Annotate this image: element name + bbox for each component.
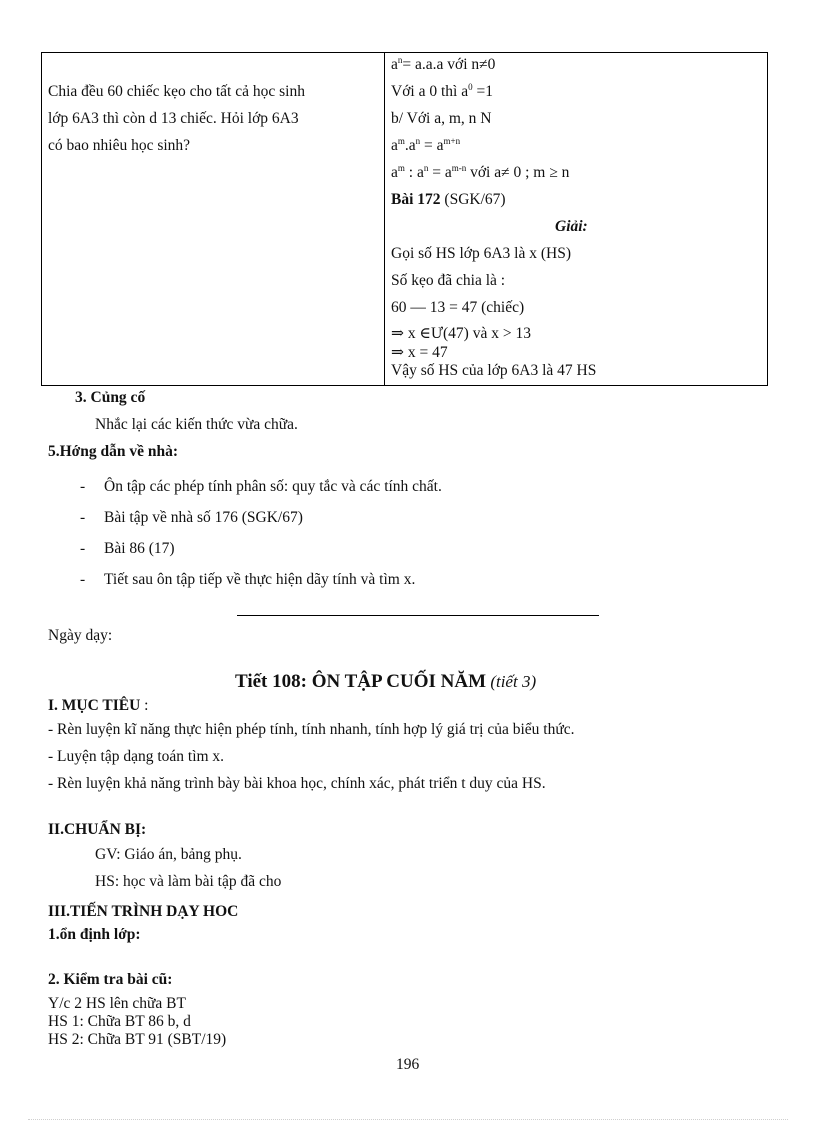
problem-line-2: lớp 6A3 thì còn d 13 chiếc. Hỏi lớp 6A3 [48, 110, 299, 127]
review-line: HS 1: Chữa BT 86 b, d [48, 1013, 191, 1030]
power-definition: $a^n= a.a.a$ với n≠0 [391, 55, 496, 73]
solution-conclusion: Vậy số HS của lớp 6A3 là 47 HS [391, 362, 597, 379]
homework-item: Tiết sau ôn tập tiếp về thực hiện dãy tính và tìm x. [104, 571, 416, 588]
quotient-rule: $a^m$ : $a^n = a^{m-n}$ với a≠ 0 ; m ≥ n [391, 163, 570, 181]
homework-item: Bài 86 (17) [104, 540, 175, 557]
teaching-date: Ngày dạy: [48, 627, 113, 644]
homework-bullet: - [80, 509, 86, 526]
problem-line-3: có bao nhiêu học sinh? [48, 137, 191, 154]
condition-line: b/ Với a, m, n N [391, 110, 492, 127]
review-line: HS 2: Chữa BT 91 (SBT/19) [48, 1031, 227, 1048]
cung-co-text: Nhắc lại các kiến thức vừa chữa. [95, 416, 298, 433]
exercise-title: Bài 172 (SGK/67) [391, 191, 506, 208]
page-number: 196 [396, 1056, 420, 1073]
objectives-heading: I. MỤC TIÊU : [48, 697, 149, 714]
homework-bullet: - [80, 478, 86, 495]
preparation-heading: II.CHUẨN BỊ: [48, 821, 147, 838]
homework-bullet: - [80, 571, 86, 588]
process-heading: III.TIẾN TRÌNH DẠY HOC [48, 903, 239, 920]
homework-heading: 5.Hớng dẫn về nhà: [48, 443, 179, 460]
review-heading: 2. Kiểm tra bài cũ: [48, 971, 173, 988]
objective-item: - Rèn luyện khả năng trình bày bài khoa học, chính xác, phát triển t duy của HS. [48, 775, 546, 792]
power-zero-rule: Với a 0 thì $a^0 =1$ [391, 82, 493, 100]
footer-border [28, 1119, 788, 1120]
solution-line-2: Số kẹo đã chia là : [391, 272, 506, 289]
table-column-divider [384, 52, 385, 386]
homework-item: Ôn tập các phép tính phân số: quy tắc và các tính chất. [104, 478, 442, 495]
solution-label: Giải: [555, 218, 588, 235]
problem-line-1: Chia đều 60 chiếc kẹo cho tất cả học sinh [48, 83, 305, 100]
review-line: Y/c 2 HS lên chữa BT [48, 995, 186, 1012]
preparation-student: HS: học và làm bài tập đã cho [95, 873, 282, 890]
cung-co-heading: 3. Củng cố [75, 389, 146, 406]
lesson-title: Tiết 108: ÔN TẬP CUỐI NĂM (tiết 3) [235, 671, 537, 692]
objective-item: - Luyện tập dạng toán tìm x. [48, 748, 225, 765]
homework-item: Bài tập về nhà số 176 (SGK/67) [104, 509, 303, 526]
homework-bullet: - [80, 540, 86, 557]
process-subheading: 1.ổn định lớp: [48, 926, 141, 943]
section-separator [237, 615, 599, 616]
solution-line-5: ⇒ x = 47 [391, 344, 448, 361]
solution-line-3: 60 — 13 = 47 (chiếc) [391, 299, 525, 316]
objective-item: - Rèn luyện kĩ năng thực hiện phép tính, tính nhanh, tính hợp lý giá trị của biểu thức. [48, 721, 575, 738]
solution-line-4: ⇒ x ∈Ư(47) và x > 13 [391, 325, 531, 342]
product-rule: $a^m.a^n = a^{m+n}$ [391, 136, 461, 154]
preparation-teacher: GV: Giáo án, bảng phụ. [95, 846, 242, 863]
solution-line-1: Gọi số HS lớp 6A3 là x (HS) [391, 245, 571, 262]
